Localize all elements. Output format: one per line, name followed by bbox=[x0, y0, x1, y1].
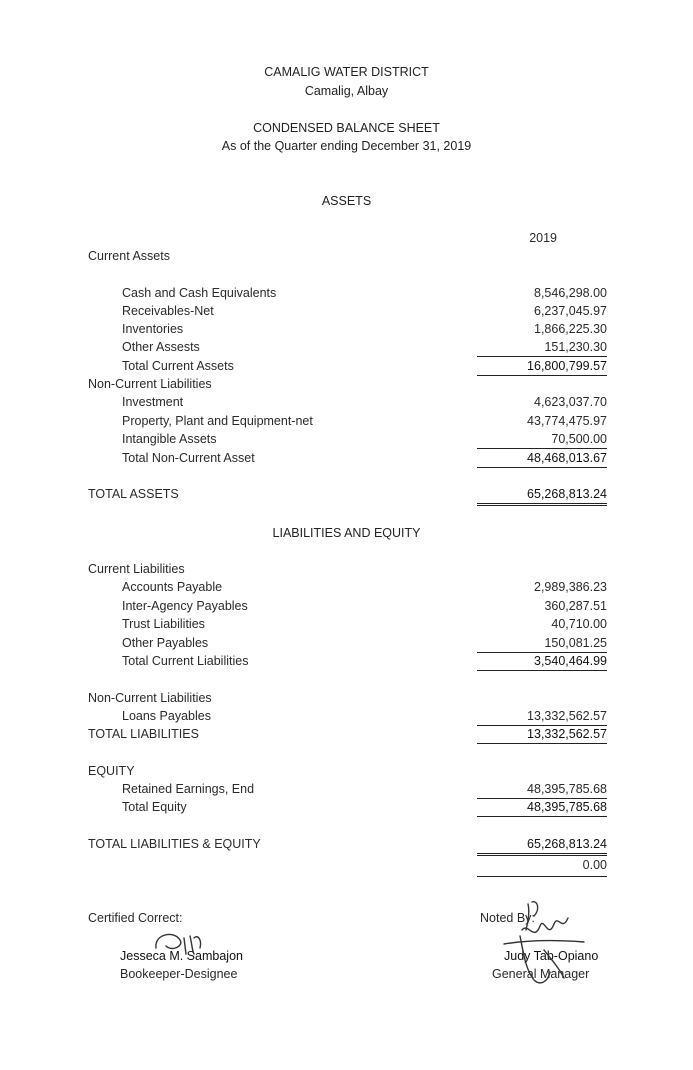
subtotal-rule bbox=[477, 652, 607, 653]
line-item-label: Trust Liabilities bbox=[122, 617, 205, 631]
difference-rule bbox=[477, 876, 607, 877]
subtotal-rule bbox=[477, 816, 607, 817]
noted-name: Judy Tab-Opiano bbox=[504, 949, 599, 963]
total-assets-label: TOTAL ASSETS bbox=[88, 487, 179, 501]
current-liabilities-label: Current Liabilities bbox=[88, 562, 185, 576]
subtotal-rule bbox=[477, 798, 607, 799]
line-item-value: 70,500.00 bbox=[551, 432, 607, 446]
current-assets-label: Current Assets bbox=[88, 249, 170, 263]
subtotal-rule bbox=[477, 448, 607, 449]
total-liabilities-equity-value: 65,268,813.24 bbox=[527, 837, 607, 851]
loans-payables-label: Loans Payables bbox=[122, 709, 211, 723]
line-item-value: 2,989,386.23 bbox=[534, 580, 607, 594]
total-liabilities-value: 13,332,562.57 bbox=[527, 727, 607, 741]
line-item-label: Other Payables bbox=[122, 636, 209, 650]
certified-name: Jesseca M. Sambajon bbox=[120, 949, 243, 963]
noncurrent-assets-label: Non-Current Liabilities bbox=[88, 377, 212, 391]
line-item-label: Cash and Cash Equivalents bbox=[122, 286, 277, 300]
line-item-label: Investment bbox=[122, 395, 184, 409]
report-title: CONDENSED BALANCE SHEET bbox=[253, 121, 440, 135]
org-location: Camalig, Albay bbox=[304, 84, 389, 98]
line-item-label: Receivables-Net bbox=[122, 304, 214, 318]
assets-heading: ASSETS bbox=[321, 194, 372, 208]
equity-label: EQUITY bbox=[88, 764, 135, 778]
subtotal-rule bbox=[477, 725, 607, 726]
total-noncurrent-asset-label: Total Non-Current Asset bbox=[122, 451, 255, 465]
line-item-value: 150,081.25 bbox=[544, 636, 607, 650]
line-item-value: 6,237,045.97 bbox=[534, 304, 607, 318]
line-item-label: Intangible Assets bbox=[122, 432, 217, 446]
total-liabilities-equity-label: TOTAL LIABILITIES & EQUITY bbox=[88, 837, 261, 851]
line-item-value: 43,774,475.97 bbox=[527, 414, 607, 428]
total-current-assets-value: 16,800,799.57 bbox=[527, 359, 607, 373]
total-current-liabilities-label: Total Current Liabilities bbox=[122, 654, 249, 668]
line-item-value: 360,287.51 bbox=[544, 599, 607, 613]
certified-title: Bookeeper-Designee bbox=[120, 967, 238, 981]
noted-signature bbox=[498, 896, 598, 988]
line-item-label: Inventories bbox=[122, 322, 184, 336]
total-current-liabilities-value: 3,540,464.99 bbox=[534, 654, 607, 668]
line-item-value: 1,866,225.30 bbox=[534, 322, 607, 336]
line-item-label: Accounts Payable bbox=[122, 580, 223, 594]
org-name: CAMALIG WATER DISTRICT bbox=[264, 65, 429, 79]
noted-by-label: Noted By: bbox=[480, 911, 535, 925]
line-item-value: 4,623,037.70 bbox=[534, 395, 607, 409]
subtotal-rule bbox=[477, 356, 607, 357]
subtotal-rule bbox=[477, 467, 607, 468]
line-item-value: 8,546,298.00 bbox=[534, 286, 607, 300]
year-column-header: 2019 bbox=[529, 231, 557, 245]
total-double-rule bbox=[477, 853, 607, 856]
line-item-label: Inter-Agency Payables bbox=[122, 599, 248, 613]
loans-payables-value: 13,332,562.57 bbox=[527, 709, 607, 723]
line-item-value: 40,710.00 bbox=[551, 617, 607, 631]
noted-title: General Manager bbox=[492, 967, 590, 981]
retained-earnings-value: 48,395,785.68 bbox=[527, 782, 607, 796]
total-noncurrent-asset-value: 48,468,013.67 bbox=[527, 451, 607, 465]
certified-signature bbox=[150, 924, 220, 964]
line-item-label: Other Assests bbox=[122, 340, 200, 354]
retained-earnings-label: Retained Earnings, End bbox=[122, 782, 255, 796]
total-equity-label: Total Equity bbox=[122, 800, 187, 814]
subtotal-rule bbox=[477, 743, 607, 744]
subtotal-rule bbox=[477, 375, 607, 376]
liabilities-equity-heading: LIABILITIES AND EQUITY bbox=[272, 526, 421, 540]
report-period: As of the Quarter ending December 31, 2019 bbox=[221, 139, 472, 153]
line-item-value: 151,230.30 bbox=[544, 340, 607, 354]
total-assets-value: 65,268,813.24 bbox=[527, 487, 607, 501]
line-item-label: Property, Plant and Equipment-net bbox=[122, 414, 313, 428]
total-equity-value: 48,395,785.68 bbox=[527, 800, 607, 814]
noncurrent-liabilities-label: Non-Current Liabilities bbox=[88, 691, 212, 705]
total-current-assets-label: Total Current Assets bbox=[122, 359, 234, 373]
certified-correct-label: Certified Correct: bbox=[88, 911, 183, 925]
total-liabilities-label: TOTAL LIABILITIES bbox=[88, 727, 199, 741]
difference-value: 0.00 bbox=[582, 858, 607, 872]
total-double-rule bbox=[477, 503, 607, 506]
subtotal-rule bbox=[477, 670, 607, 671]
